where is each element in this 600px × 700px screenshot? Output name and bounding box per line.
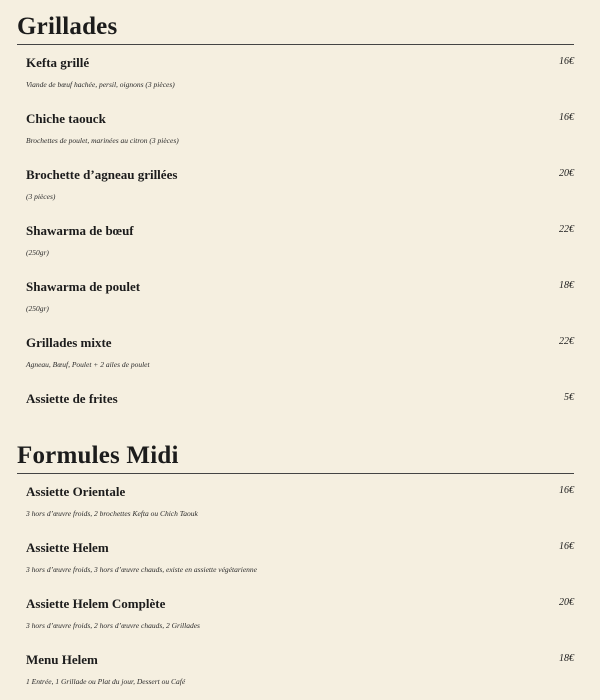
item-name: Shawarma de poulet	[26, 279, 141, 294]
item-description: Agneau, Bœuf, Poulet + 2 ailes de poulet	[26, 360, 150, 369]
menu-item	[17, 530, 574, 586]
item-price: 18€	[559, 653, 574, 664]
item-price: 20€	[559, 168, 574, 179]
menu-item	[17, 213, 574, 269]
item-price: 16€	[559, 541, 574, 552]
item-name: Kefta grillé	[26, 55, 90, 70]
item-description: 3 hors d’œuvre froids, 2 hors d’œuvre chauds, 2 Grillades	[26, 621, 200, 630]
menu-list	[17, 474, 574, 698]
item-name: Assiette Orientale	[26, 484, 126, 499]
section-title: Grillades	[17, 14, 574, 45]
menu-list	[17, 45, 574, 437]
item-name: Chiche taouck	[26, 111, 106, 126]
item-description: Viande de bœuf hachée, persil, oignons (3 pièces)	[26, 80, 175, 89]
item-description: 3 hors d’œuvre froids, 2 brochettes Kefta ou Chich Taouk	[26, 509, 198, 518]
section-formules-midi	[17, 443, 574, 698]
item-name: Assiette Helem Complète	[26, 596, 166, 611]
section-grillades	[17, 14, 574, 437]
item-description: 1 Entrée, 1 Grillade ou Plat du jour, Dessert ou Café	[26, 677, 186, 686]
item-price: 16€	[559, 56, 574, 67]
item-name: Brochette d’agneau grillées	[26, 167, 178, 182]
item-name: Assiette Helem	[26, 540, 109, 555]
item-description: (250gr)	[26, 248, 49, 257]
item-name: Grillades mixte	[26, 335, 112, 350]
item-name: Assiette de frites	[26, 391, 118, 406]
menu-item	[17, 586, 574, 642]
item-price: 16€	[559, 485, 574, 496]
item-price: 22€	[559, 224, 574, 235]
item-name: Shawarma de bœuf	[26, 223, 134, 238]
item-description: (3 pièces)	[26, 192, 56, 201]
item-description: 3 hors d’œuvre froids, 3 hors d’œuvre chauds, existe en assiette végétarienne	[26, 565, 257, 574]
item-price: 22€	[559, 336, 574, 347]
menu-item	[17, 381, 574, 437]
menu-item	[17, 45, 574, 101]
menu-item	[17, 157, 574, 213]
item-description: Brochettes de poulet, marinées au citron (3 pièces)	[26, 136, 179, 145]
item-price: 20€	[559, 597, 574, 608]
item-price: 16€	[559, 112, 574, 123]
item-name: Menu Helem	[26, 652, 98, 667]
item-price: 5€	[564, 392, 574, 403]
menu-item	[17, 325, 574, 381]
menu-item	[17, 269, 574, 325]
menu-item	[17, 642, 574, 698]
item-description: (250gr)	[26, 304, 49, 313]
menu-item	[17, 474, 574, 530]
menu-item	[17, 101, 574, 157]
item-price: 18€	[559, 280, 574, 291]
section-title: Formules Midi	[17, 443, 574, 474]
